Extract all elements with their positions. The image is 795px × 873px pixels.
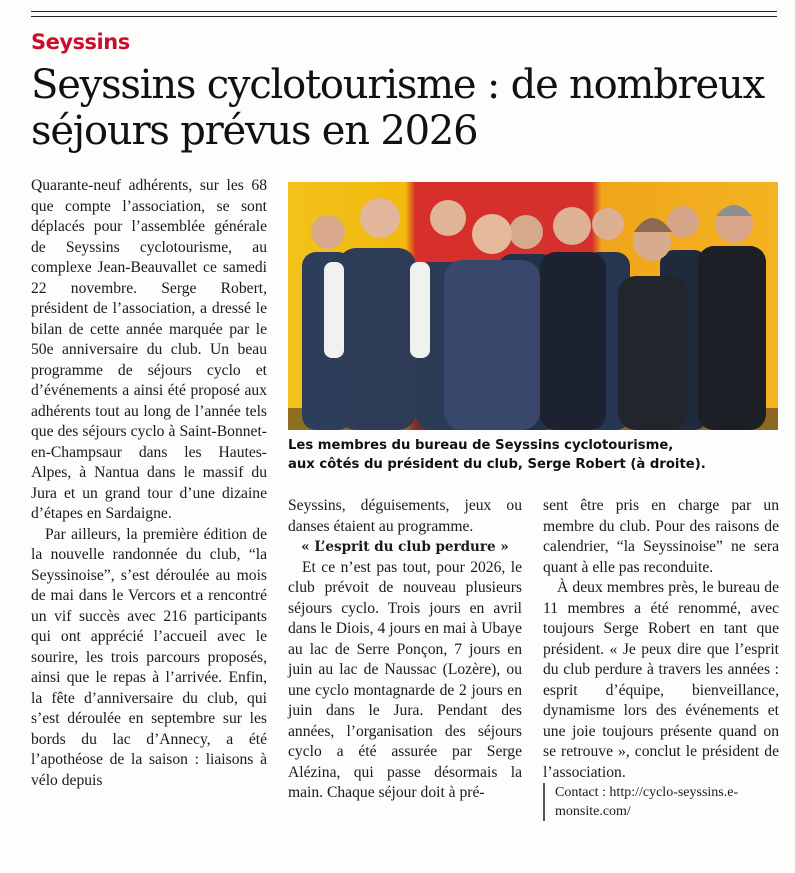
paragraph: Et ce n’est pas tout, pour 2026, le club prévoit de nouveau plusieurs séjours cyclo. Trois jours en avril dans le Diois, 4 jours en mai à Ubaye au lac de Serre Ponçon, 7 jours en juin au lac de Naussac (Lozère), ou une cyclo montagnarde de 2 jours en juin dans le Jura. Pendant des années, l’organisation des séjours cyclo a été assurée par Serge Alézina, qui passe désormais la main. Chaque séjour doit à pré- (288, 558, 522, 801)
article-column-2 (288, 496, 522, 804)
article-column-1 (31, 176, 267, 791)
top-rule (31, 11, 777, 12)
paragraph: Seyssins, déguisements, jeux ou danses étaient au programme. (288, 497, 522, 535)
top-rule-secondary (31, 16, 777, 17)
paragraph: sent être pris en charge par un membre du club. Pour des raisons de calendrier, “la Seyssinoise” ne sera quant à elle pas reconduite. (543, 497, 779, 576)
paragraph: Par ailleurs, la première édition de la nouvelle randonnée du club, “la Seyssinoise”, s’est déroulée au mois de mai dans le Vercors et a rencontré un vif succès avec 216 participants qui ont apprécié l’accueil avec le sourire, les trois parcours proposés, ainsi que le repas à l’arrivée. Enfin, la fête d’anniversaire du club, qui s’est déroulée en septembre sur les bords du lac d’Annecy, a été l’apothéose de la saison : liaisons à vélo depuis (31, 525, 267, 789)
caption-line-1: Les membres du bureau de Seyssins cyclotourisme, (288, 438, 674, 453)
paragraph: Quarante-neuf adhérents, sur les 68 que compte l’association, se sont déplacés pour l’assemblée générale de Seyssins cyclotourisme, au complexe Jean-Beauvallet ce samedi 22 novembre. Serge Robert, président de l’association, a dressé le bilan de cette année marquée par le 50e anniversaire du club. Un beau programme de séjours cyclo et d’événements a ainsi été proposé aux adhérents tout au long de l’année tels que des séjours cyclo à Saint-Bonnet-en-Champsaur dans les Hautes-Alpes, à Nantua dans le massif du Jura et un grand tour d’une dizaine d’étapes en Sardaigne. (31, 177, 267, 522)
headline-line-1: Seyssins cyclotourisme : de nombreux (31, 62, 764, 108)
photo-caption (288, 436, 778, 474)
group-photo (288, 182, 778, 430)
caption-line-2: aux côtés du président du club, Serge Robert (à droite). (288, 457, 706, 472)
group-photo-illustration (288, 182, 778, 430)
headline-line-2: séjours prévus en 2026 (31, 108, 478, 154)
article-column-3 (543, 496, 779, 821)
section-label: Seyssins (31, 30, 130, 54)
person-figures (302, 198, 766, 430)
contact-info: Contact : http://cyclo-seyssins.e-monsite.com/ (543, 783, 779, 821)
subheading: « L’esprit du club perdure » (301, 539, 509, 555)
headline (31, 62, 791, 154)
paragraph: À deux membres près, le bureau de 11 membres a été renommé, avec toujours Serge Robert en tant que président. « Je peux dire que l’esprit du club perdure à travers les années : esprit d’équipe, bienveillance, dynamisme lors des événements et une joie toujours présente quand on se retrouve », conclut le président de l’association. (543, 579, 779, 781)
